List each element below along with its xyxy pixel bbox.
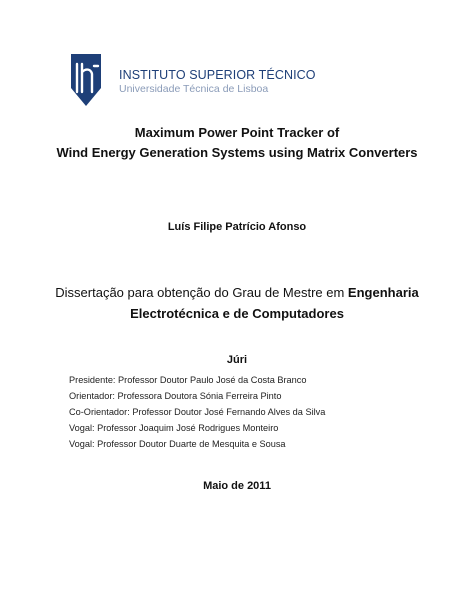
- jury-heading: Júri: [226, 354, 248, 366]
- thesis-title-line-1: Maximum Power Point Tracker of: [134, 125, 340, 140]
- jury-member: Vogal: Professor Joaquim José Rodrigues Monteiro: [69, 423, 279, 433]
- institution-header: [71, 54, 331, 110]
- degree-field-part-1: Engenharia: [347, 285, 419, 300]
- jury-member: Orientador: Professora Doutora Sónia Ferreira Pinto: [69, 391, 282, 401]
- author-name: Luís Filipe Patrício Afonso: [167, 221, 307, 233]
- degree-field-part-2: Electrotécnica e de Computadores: [130, 306, 344, 321]
- ist-shield-logo: [71, 54, 101, 106]
- thesis-title-line-2: Wind Energy Generation Systems using Matrix Converters: [56, 145, 418, 160]
- jury-list: [69, 372, 325, 452]
- degree-prefix: Dissertação para obtenção do Grau de Mestre em: [55, 285, 348, 300]
- jury-member: Vogal: Professor Doutor Duarte de Mesquita e Sousa: [69, 439, 286, 449]
- jury-member: Co-Orientador: Professor Doutor José Fernando Alves da Silva: [69, 407, 326, 417]
- institution-name: INSTITUTO SUPERIOR TÉCNICO: [119, 68, 316, 82]
- institution-subtitle: Universidade Técnica de Lisboa: [119, 83, 269, 95]
- jury-member: Presidente: Professor Doutor Paulo José da Costa Branco: [69, 375, 307, 385]
- degree-statement-line-1: [0, 285, 474, 300]
- submission-date: Maio de 2011: [203, 480, 271, 492]
